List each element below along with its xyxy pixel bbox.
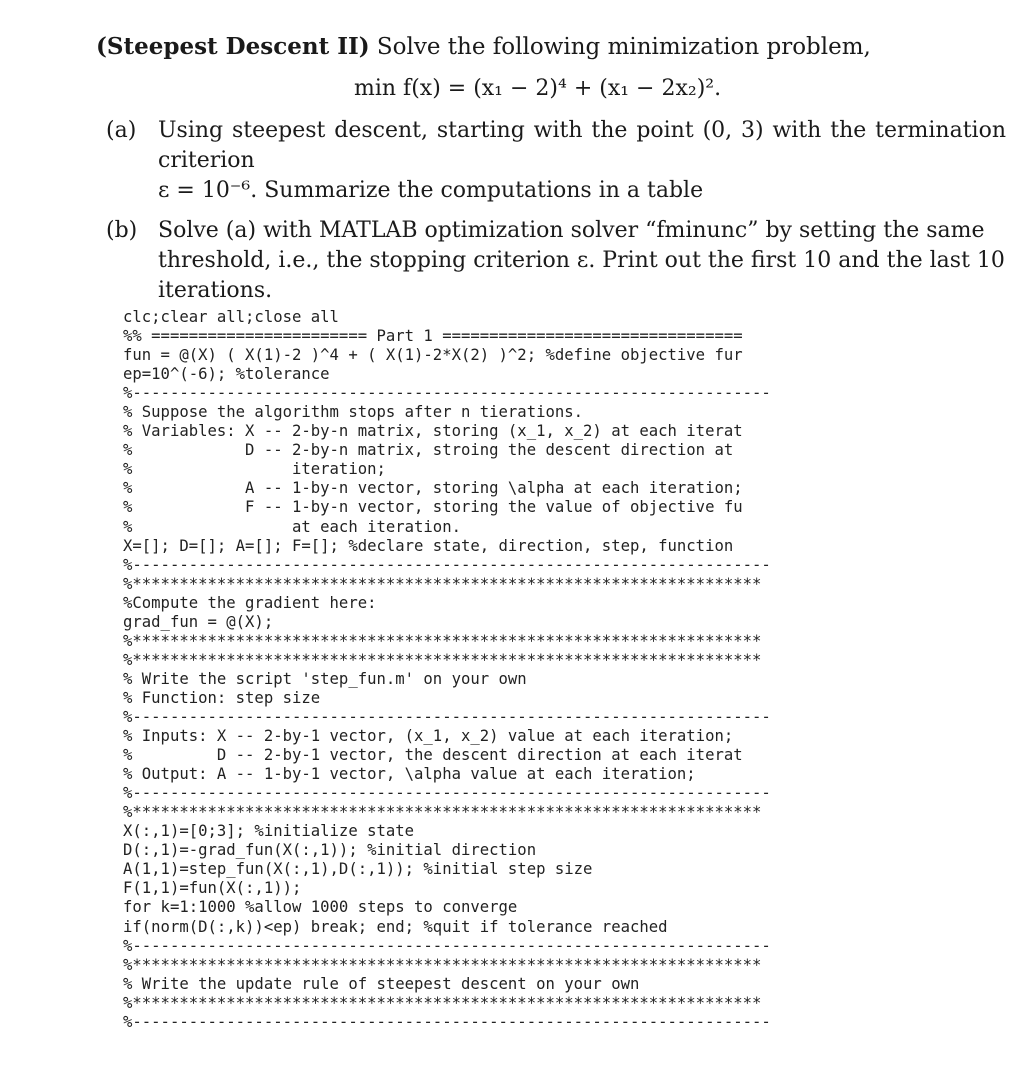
code-line: % Inputs: X -- 2-by-1 vector, (x_1, x_2) value at each iteration; <box>123 727 734 746</box>
code-line: % Suppose the algorithm stops after n tierations. <box>123 403 584 422</box>
part-b <box>96 216 1006 306</box>
code-line: clc;clear all;close all <box>123 308 339 326</box>
code-line: D(:,1)=-grad_fun(X(:,1)); %initial direction <box>123 841 537 860</box>
code-line: fun = @(X) ( X(1)-2 )^4 + ( X(1)-2*X(2) )^2; %define objective fur <box>123 346 743 365</box>
code-line: % Output: A -- 1-by-1 vector, \alpha value at each iteration; <box>123 765 696 784</box>
part-a-text <box>158 116 1006 206</box>
code-line: %-------------------------------------------------------------------- <box>123 936 771 955</box>
code-line: %-------------------------------------------------------------------- <box>123 1012 771 1031</box>
code-line: % at each iteration. <box>123 517 461 536</box>
problem-title: (Steepest Descent II) <box>96 33 370 60</box>
part-b-line: Solve (a) with MATLAB optimization solver “fminunc” by setting the same <box>158 218 985 243</box>
problem-statement <box>96 30 1006 306</box>
part-a-line: Using steepest descent, starting with the point (0, 3) with the termination criterion <box>158 118 1006 173</box>
code-line: % Variables: X -- 2-by-n matrix, storing (x_1, x_2) at each iterat <box>123 422 743 441</box>
part-b-line: threshold, i.e., the stopping criterion ε. Print out the first 10 and the last 10 <box>158 248 1005 273</box>
code-line: %******************************************************************* <box>123 803 762 822</box>
code-line: %******************************************************************* <box>123 650 762 669</box>
code-line: %-------------------------------------------------------------------- <box>123 555 771 574</box>
part-b-label: (b) <box>106 218 138 243</box>
code-line: %-------------------------------------------------------------------- <box>123 384 771 403</box>
part-a-label: (a) <box>106 118 137 143</box>
code-line: %******************************************************************* <box>123 574 762 593</box>
code-line: X(:,1)=[0;3]; %initialize state <box>123 822 415 841</box>
code-line: % F -- 1-by-n vector, storing the value of objective fu <box>123 498 743 517</box>
part-b-text <box>158 216 1006 306</box>
code-line: grad_fun = @(X); <box>123 612 274 631</box>
code-line: %******************************************************************* <box>123 631 762 650</box>
part-b-line: iterations. <box>158 278 273 303</box>
code-line: % D -- 2-by-n matrix, stroing the descent direction at <box>123 441 734 460</box>
code-line: X=[]; D=[]; A=[]; F=[]; %declare state, direction, step, function <box>123 536 734 555</box>
code-line: % Write the update rule of steepest descent on your own <box>123 974 640 993</box>
matlab-code-listing <box>123 308 791 1038</box>
code-line: % A -- 1-by-n vector, storing \alpha at each iteration; <box>123 479 743 498</box>
code-line: A(1,1)=step_fun(X(:,1),D(:,1)); %initial step size <box>123 860 593 879</box>
code-line: %-------------------------------------------------------------------- <box>123 707 771 726</box>
code-line: %% ======================= Part 1 ================================ <box>123 327 743 346</box>
code-line: %******************************************************************* <box>123 993 762 1012</box>
problem-intro: Solve the following minimization problem, <box>369 34 871 60</box>
part-a <box>96 116 1006 206</box>
code-line: % Function: step size <box>123 688 321 707</box>
code-line: %******************************************************************* <box>123 955 762 974</box>
objective-formula: min f(x) = (x₁ − 2)⁴ + (x₁ − 2x₂)². <box>354 76 722 101</box>
part-a-line: ε = 10⁻⁶. Summarize the computations in a table <box>158 178 704 203</box>
code-line: if(norm(D(:,k))<ep) break; end; %quit if tolerance reached <box>123 917 668 936</box>
code-line: %Compute the gradient here: <box>123 593 377 612</box>
problem-heading <box>96 30 1006 64</box>
code-line: %-------------------------------------------------------------------- <box>123 784 771 803</box>
code-line: for k=1:1000 %allow 1000 steps to converge <box>123 898 518 917</box>
code-line: F(1,1)=fun(X(:,1)); <box>123 879 302 898</box>
code-line: % iteration; <box>123 460 386 479</box>
code-line: % Write the script 'step_fun.m' on your own <box>123 669 527 688</box>
code-line: ep=10^(-6); %tolerance <box>123 365 330 384</box>
code-line: % D -- 2-by-1 vector, the descent direction at each iterat <box>123 746 743 765</box>
